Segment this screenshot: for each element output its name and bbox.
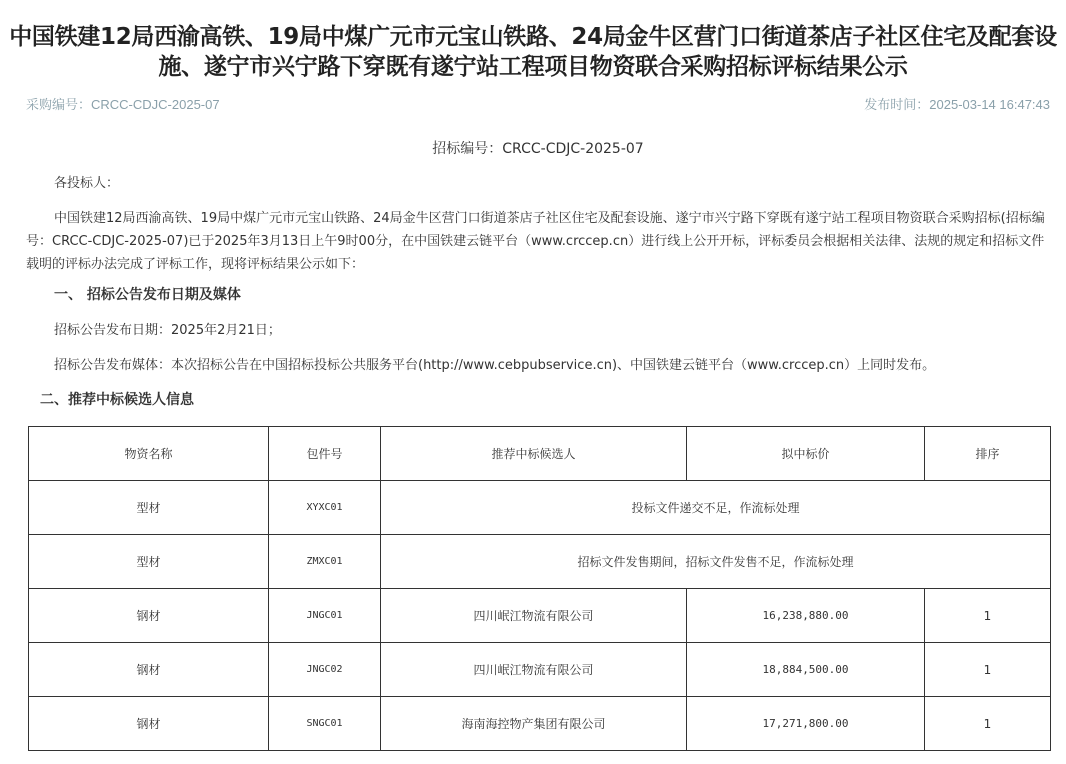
tender-number: 招标编号：CRCC-CDJC-2025-07 <box>432 141 644 157</box>
greeting: 各投标人： <box>54 176 120 191</box>
cell-package: JNGC02 <box>269 643 381 697</box>
cell-candidate: 四川岷江物流有限公司 <box>381 643 687 697</box>
cell-package: JNGC01 <box>269 589 381 643</box>
cell-price: 17,271,800.00 <box>687 697 925 751</box>
cell-material: 型材 <box>29 535 269 589</box>
cell-candidate: 海南海控物产集团有限公司 <box>381 697 687 751</box>
cell-note: 投标文件递交不足，作流标处理 <box>381 481 1051 535</box>
cell-price: 16,238,880.00 <box>687 589 925 643</box>
cell-rank: 1 <box>925 589 1051 643</box>
table-row <box>29 589 1051 643</box>
table-header-row <box>29 427 1051 481</box>
cell-price: 18,884,500.00 <box>687 643 925 697</box>
publish-time: 发布时间：2025-03-14 16:47:43 <box>864 97 1050 112</box>
page-title: 中国铁建12局西渝高铁、19局中煤广元市元宝山铁路、24局金牛区营门口街道茶店子社区住宅及配套设施、遂宁市兴宁路下穿既有遂宁站工程项目物资联合采购招标评标结果公示 <box>9 24 1057 80</box>
cell-material: 钢材 <box>29 643 269 697</box>
section-2-heading: 二、推荐中标候选人信息 <box>40 392 194 408</box>
header-package: 包件号 <box>269 427 381 481</box>
cell-package: SNGC01 <box>269 697 381 751</box>
cell-note: 招标文件发售期间，招标文件发售不足，作流标处理 <box>381 535 1051 589</box>
intro-paragraph: 中国铁建12局西渝高铁、19局中煤广元市元宝山铁路、24局金牛区营门口街道茶店子社区住宅及配套设施、遂宁市兴宁路下穿既有遂宁站工程项目物资联合采购招标(招标编号：CRCC-CDJC-2025-07)已于2025年3月13日上午9时00分，在中国铁建云链平台（www.crccep.cn）进行线上公开开标，评标委员会根据相关法律、法规的规定和招标文件载明的评标办法完成了评标工作，现将评标结果公示如下： <box>26 211 1045 272</box>
cell-rank: 1 <box>925 643 1051 697</box>
notice-date: 招标公告发布日期：2025年2月21日； <box>54 323 281 338</box>
header-price: 拟中标价 <box>687 427 925 481</box>
table-row <box>29 697 1051 751</box>
table-row <box>29 535 1051 589</box>
cell-material: 钢材 <box>29 589 269 643</box>
notice-media: 招标公告发布媒体：本次招标公告在中国招标投标公共服务平台(http://www.cebpubservice.cn)、中国铁建云链平台（www.crccep.cn）上同时发布。 <box>54 358 936 373</box>
table-row <box>29 481 1051 535</box>
cell-material: 钢材 <box>29 697 269 751</box>
cell-package: ZMXC01 <box>269 535 381 589</box>
cell-package: XYXC01 <box>269 481 381 535</box>
cell-material: 型材 <box>29 481 269 535</box>
cell-candidate: 四川岷江物流有限公司 <box>381 589 687 643</box>
header-candidate: 推荐中标候选人 <box>381 427 687 481</box>
section-1-heading: 一、 招标公告发布日期及媒体 <box>54 287 241 303</box>
header-material: 物资名称 <box>29 427 269 481</box>
header-rank: 排序 <box>925 427 1051 481</box>
cell-rank: 1 <box>925 697 1051 751</box>
purchase-number: 采购编号：CRCC-CDJC-2025-07 <box>26 97 220 112</box>
table-row <box>29 643 1051 697</box>
candidates-table <box>28 426 1051 751</box>
